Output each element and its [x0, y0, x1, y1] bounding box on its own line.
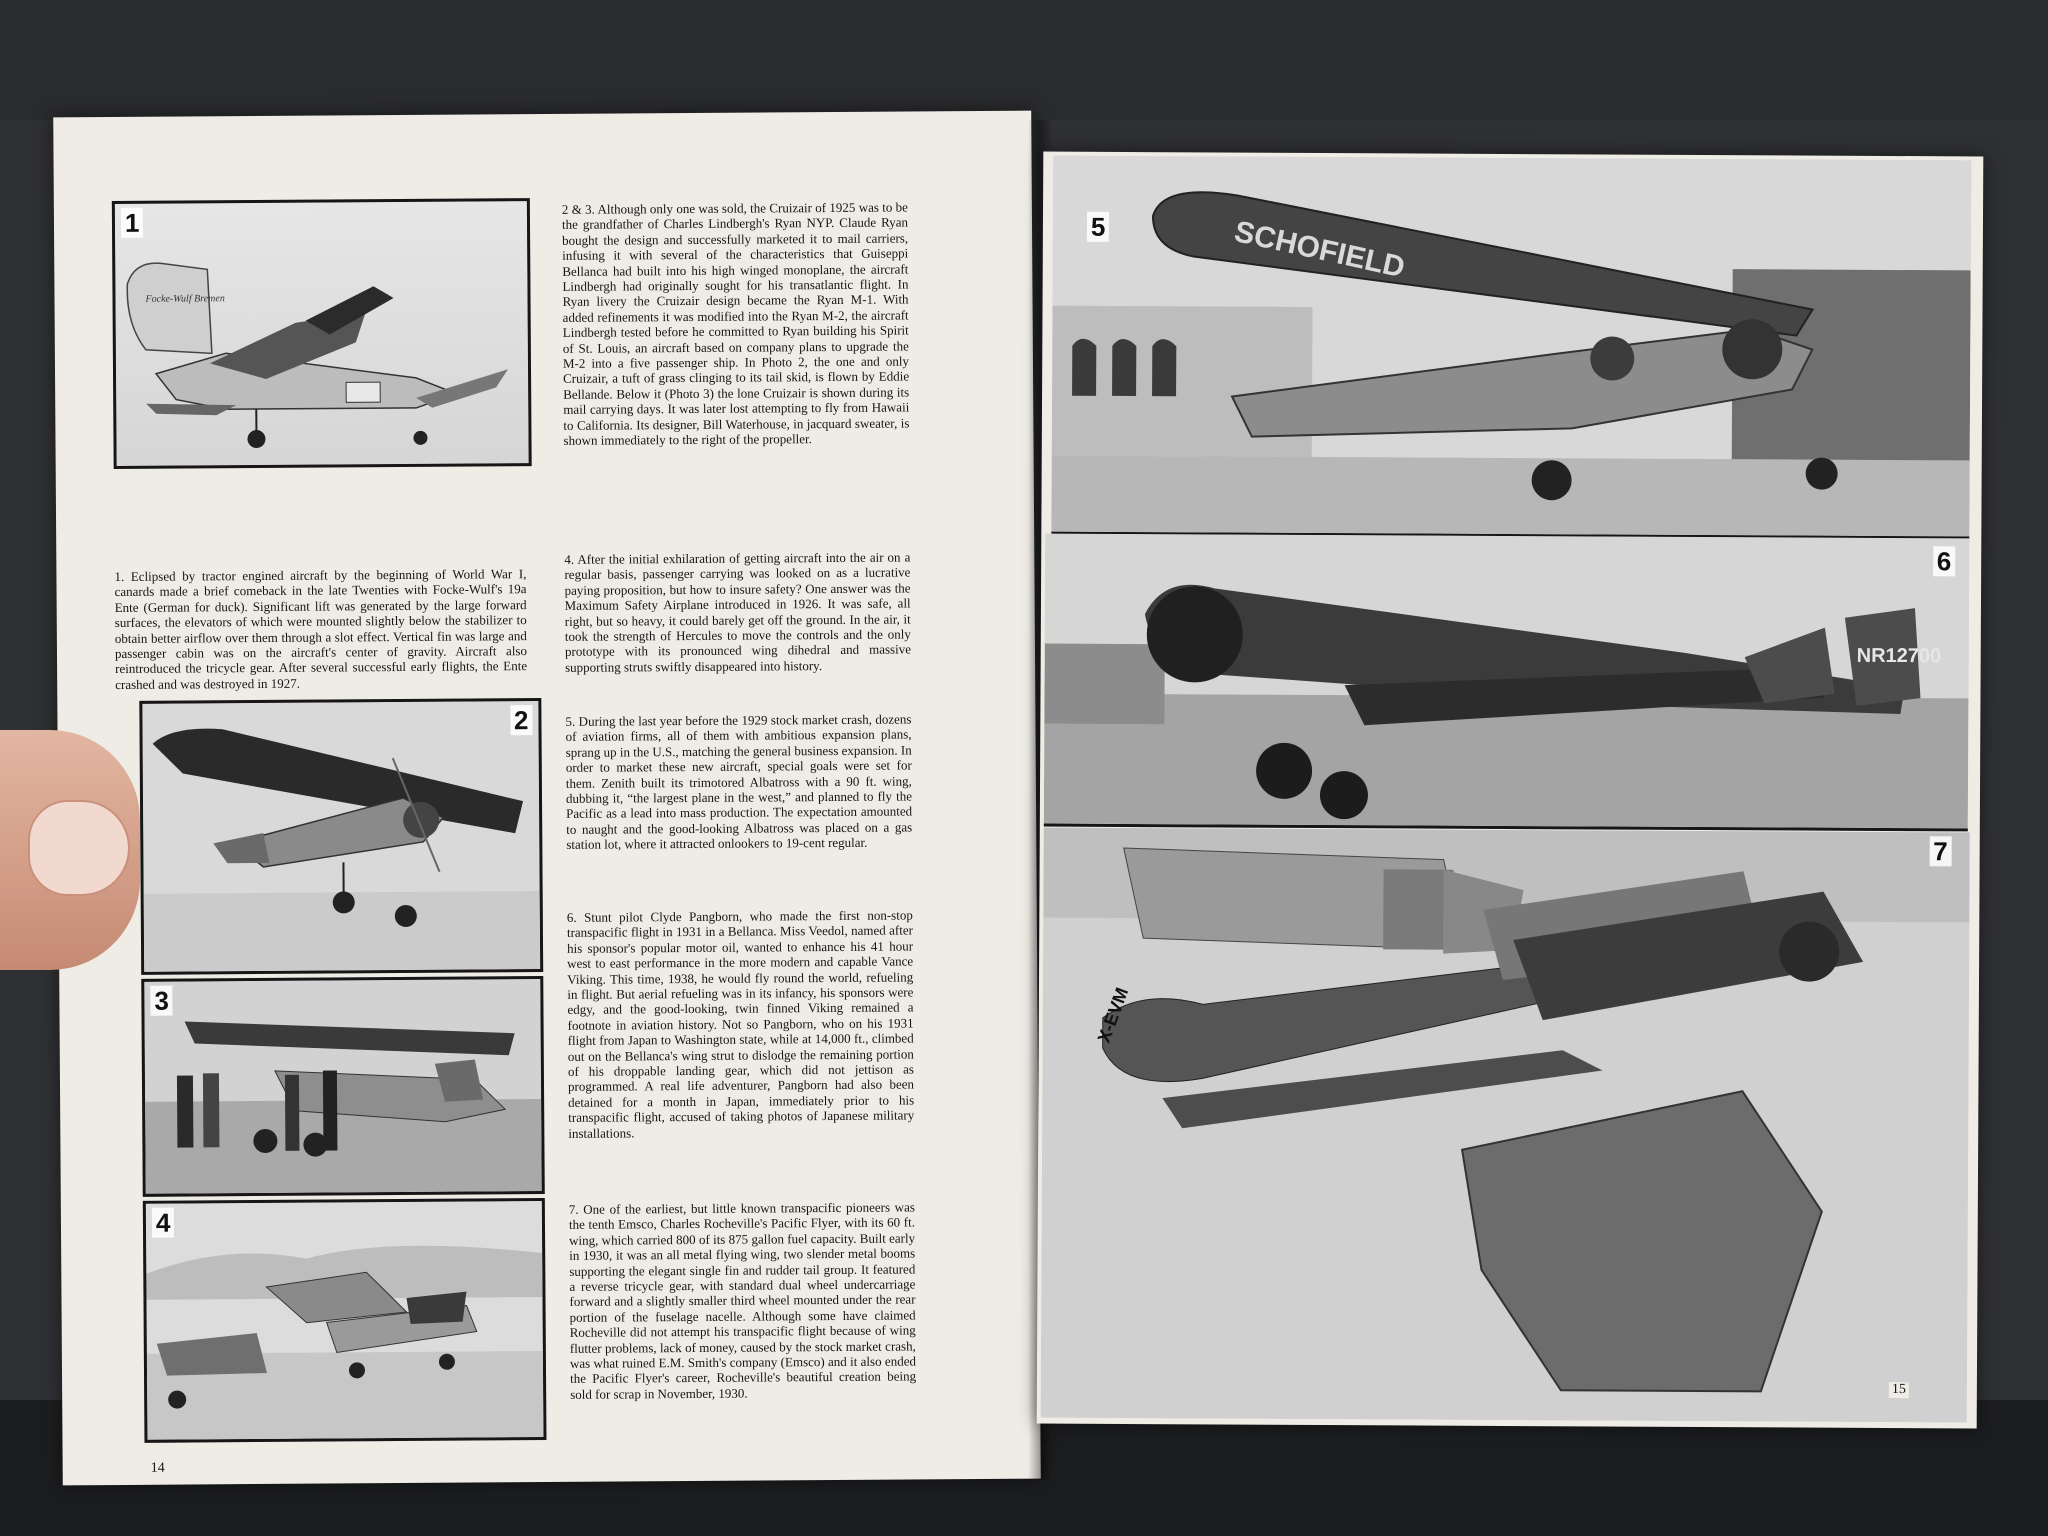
photo-3-number: 3	[150, 986, 173, 1016]
right-page	[1037, 152, 1984, 1429]
photo-7-image	[1041, 828, 1970, 1423]
photo-1-painted-text: Focke-Wulf Bremen	[145, 293, 225, 305]
photo-6-painted-text: NR12700	[1856, 644, 1942, 668]
left-page	[53, 111, 1041, 1486]
photo-4	[143, 1198, 547, 1443]
caption-1: 1. Eclipsed by tractor engined aircraft by the beginning of World War I, canards made a brief comeback in the late Twenties with Focke-Wulf's 19a Ente (German for duck). Significant lift was generated by the large forward surfaces, the elevators of which were mounted slightly below the stabilizer to obtain better airflow over them through a slot effect. Vertical fin was large and passenger cabin was on the aircraft's center of gravity. Aircraft also reintroduced the tricycle gear. After several successful early flights, the Ente crashed and was destroyed in 1927.	[114, 566, 528, 692]
photo-7	[1041, 828, 1970, 1423]
photo-1-image	[115, 201, 529, 466]
photo-3-image	[144, 979, 541, 1194]
photo-5-number: 5	[1087, 212, 1110, 242]
photo-5-image	[1051, 156, 1971, 537]
photo-4-image	[146, 1201, 544, 1440]
photo-7-painted-text: X-EVM	[1093, 984, 1133, 1046]
page-number-left: 14	[150, 1460, 165, 1476]
photo-6-number: 6	[1933, 546, 1956, 576]
photo-3	[141, 976, 545, 1197]
caption-6: 6. Stunt pilot Clyde Pangborn, who made the first non-stop transpacific flight in 1931 in a Bellanca. Miss Veedol, named after his sponsor's popular motor oil, wanted to enhance his 41 hour west to east performance in the more modern and capable Vance Viking. This time, 1938, he would fly round the world, refueling in flight. But aerial refueling was in its infancy, his sponsors were edgy, and the good-looking, twin finned Viking remained a footnote in aviation history. Not so Pangborn, who on his 1931 flight from Japan to Washington state, while at 14,000 ft., climbed out on the Bellanca's wing strut to dislodge the remaining portion of his droppable landing gear, which did not jettison as programmed. A real life adventurer, Pangborn had also been detained for a month in Japan, immediately prior to his transpacific flight, accused of taking photos of Japanese military installations.	[566, 907, 915, 1141]
background-wall	[0, 0, 2048, 120]
page-number-right: 15	[1889, 1382, 1909, 1398]
thumbnail	[28, 800, 130, 896]
photo-4-number: 4	[152, 1208, 175, 1238]
photo-2	[139, 698, 543, 975]
photo-5-painted-text: SCHOFIELD	[1231, 215, 1408, 285]
photo-6	[1044, 534, 1970, 832]
photo-6-image	[1044, 534, 1970, 829]
photo-2-image	[142, 701, 540, 972]
caption-7: 7. One of the earliest, but little known transpacific pioneers was the tenth Emsco, Charles Rocheville's Pacific Flyer, with its 60 ft. wing, which carried 800 of its 875 gallon fuel capacity. Built early in 1930, it was an all metal flying wing, two slender metal booms supporting the elegant single fin and rudder tail group. It featured a reverse tricycle gear, with standard dual wheel undercarriage forward and a slightly smaller third wheel mounted under the rear portion of the fuselage nacelle. Although some have claimed Rocheville did not attempt his transpacific flight because of wing flutter problems, lack of money, caused by the stock market crash, was what ruined E.M. Smith's company (Emsco) and it also ended the Pacific Flyer's career, Rocheville's beautiful creation being sold for scrap in November, 1930.	[568, 1199, 917, 1402]
caption-5: 5. During the last year before the 1929 stock market crash, dozens of aviation firms, all of them with ambitious expansion plans, sprang up in the U.S., matching the general business expansion. In order to market these new aircraft, special goals were set for them. Zenith built its trimotored Albatross with a 90 ft. wing, dubbing it, “the largest plane in the west,” and planned to fly the Pacific as a lead into mass production. The expectation amounted to naught and the good-looking Albatross was placed on a gas station lot, where it attracted onlookers to 19-cent regular.	[565, 711, 913, 853]
photo-2-number: 2	[510, 705, 533, 735]
photo-7-number: 7	[1929, 836, 1952, 866]
caption-2-3: 2 & 3. Although only one was sold, the Cruizair of 1925 was to be the grandfather of Charles Lindbergh's Ryan NYP. Claude Ryan bought the design and successfully marketed it to mail carriers, infusing it with several of the characteristics that Guiseppi Bellanca had built into his high winged monoplane, the aircraft Lindbergh had originally sought for his transatlantic flight. In Ryan livery the Cruizair design became the Ryan M-1. With added refinements it was modified into the Ryan M-2, the aircraft Lindbergh tested before he committed to Ryan building his Spirit of St. Louis, an aircraft based on company plans to upgrade the M-2 into a five passenger ship. In Photo 2, the one and only Cruizair, a tuft of grass clinging to its tail skid, is flown by Eddie Bellande. Below it (Photo 3) the lone Cruizair is shown during its mail carrying days. It was later lost attempting to fly from Hawaii to California. Its designer, Bill Waterhouse, in jacquard sweater, is shown immediately to the right of the propeller.	[561, 199, 910, 448]
photo-1-number: 1	[121, 208, 144, 238]
caption-4: 4. After the initial exhilaration of getting aircraft into the air on a regular basis, passenger carrying was looked on as a lucrative paying proposition, but how to insure safety? One answer was the Maximum Safety Airplane introduced in 1926. It was safe, all right, but so heavy, it could barely get off the ground. In the air, it took the strength of Hercules to move the controls and the only prototype with its pronounced wing dihedral and massive supporting struts swiftly disappeared into history.	[564, 549, 912, 675]
photo-1	[112, 198, 532, 469]
photo-5	[1051, 156, 1971, 540]
